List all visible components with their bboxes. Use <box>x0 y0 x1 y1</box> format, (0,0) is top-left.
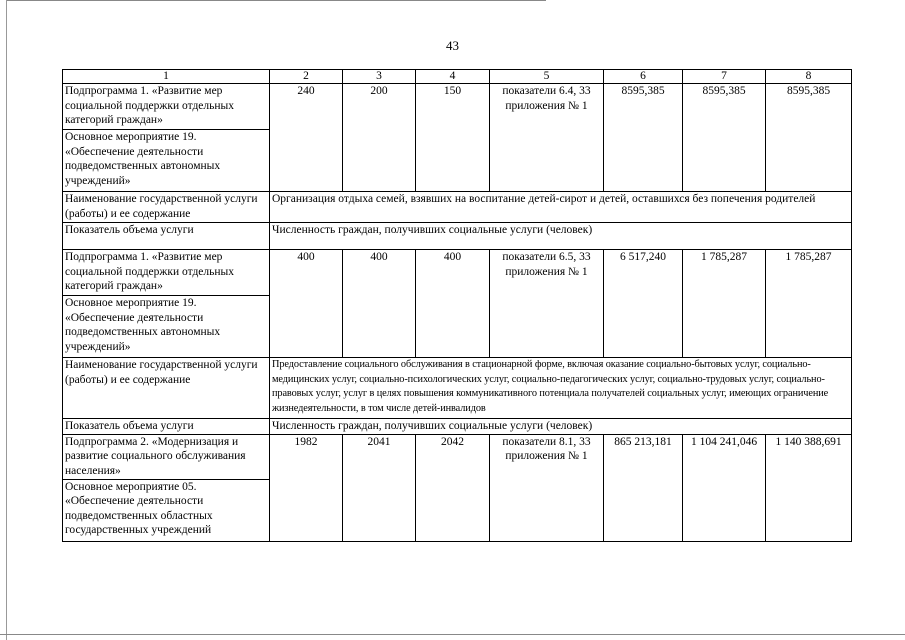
subprogram-cell: Подпрограмма 2. «Модернизация и развитие социального обслуживания населения» <box>63 434 270 479</box>
value-cell-7: 1 785,287 <box>683 250 766 358</box>
indicator-label-cell: Показатель объема услуги <box>63 223 270 250</box>
table-row <box>63 223 852 250</box>
program-table <box>62 69 852 542</box>
measure-cell: Основное мероприятие 05. «Обеспечение деятельности подведомственных областных государственных учреждений <box>63 479 270 541</box>
value-cell-4: 400 <box>416 250 490 358</box>
value-cell-8: 8595,385 <box>766 84 852 192</box>
header-cell-2: 2 <box>270 70 343 84</box>
value-cell-8: 1 785,287 <box>766 250 852 358</box>
value-cell-3: 2041 <box>343 434 416 541</box>
table-row <box>63 358 852 419</box>
value-cell-7: 1 104 241,046 <box>683 434 766 541</box>
value-cell-2: 240 <box>270 84 343 192</box>
header-row <box>63 70 852 84</box>
header-cell-3: 3 <box>343 70 416 84</box>
table-row <box>63 434 852 479</box>
table-row <box>63 419 852 435</box>
indicator-text-cell: Численность граждан, получивших социальные услуги (человек) <box>270 223 852 250</box>
service-label-cell: Наименование государственной услуги (работы) и ее содержание <box>63 192 270 223</box>
service-text-cell: Предоставление социального обслуживания в стационарной форме, включая оказание социально-бытовых услуг, социально-медицинских услуг, социально-психологических услуг, социально-педагогических услуг, социально-трудовых услуг, социально-правовых услуг, услуг в целях повышения коммуникативного потенциала получателей социальных услуг, имеющих ограничение жизнедеятельности, в том числе детей-инвалидов <box>270 358 852 419</box>
indicator-ref-cell: показатели 6.5, 33 приложения № 1 <box>490 250 604 358</box>
measure-cell: Основное мероприятие 19. «Обеспечение деятельности подведомственных автономных учреждений» <box>63 130 270 192</box>
table-row <box>63 192 852 223</box>
indicator-text-cell: Численность граждан, получивших социальные услуги (человек) <box>270 419 852 435</box>
indicator-ref-cell: показатели 8.1, 33 приложения № 1 <box>490 434 604 541</box>
subprogram-cell: Подпрограмма 1. «Развитие мер социальной поддержки отдельных категорий граждан» <box>63 250 270 296</box>
scan-bottom-edge <box>0 634 905 635</box>
header-cell-8: 8 <box>766 70 852 84</box>
value-cell-3: 400 <box>343 250 416 358</box>
indicator-label-cell: Показатель объема услуги <box>63 419 270 435</box>
service-text-cell: Организация отдыха семей, взявших на воспитание детей-сирот и детей, оставшихся без попечения родителей <box>270 192 852 223</box>
value-cell-6: 865 213,181 <box>604 434 683 541</box>
page-number: 43 <box>446 38 459 53</box>
header-cell-4: 4 <box>416 70 490 84</box>
service-label-cell: Наименование государственной услуги (работы) и ее содержание <box>63 358 270 419</box>
value-cell-6: 8595,385 <box>604 84 683 192</box>
value-cell-4: 2042 <box>416 434 490 541</box>
subprogram-cell: Подпрограмма 1. «Развитие мер социальной поддержки отдельных категорий граждан» <box>63 84 270 130</box>
header-cell-1: 1 <box>63 70 270 84</box>
measure-cell: Основное мероприятие 19. «Обеспечение деятельности подведомственных автономных учреждений» <box>63 296 270 358</box>
header-cell-6: 6 <box>604 70 683 84</box>
value-cell-7: 8595,385 <box>683 84 766 192</box>
value-cell-6: 6 517,240 <box>604 250 683 358</box>
header-cell-7: 7 <box>683 70 766 84</box>
table-row <box>63 84 852 130</box>
value-cell-4: 150 <box>416 84 490 192</box>
value-cell-2: 1982 <box>270 434 343 541</box>
indicator-ref-cell: показатели 6.4, 33 приложения № 1 <box>490 84 604 192</box>
value-cell-8: 1 140 388,691 <box>766 434 852 541</box>
value-cell-2: 400 <box>270 250 343 358</box>
scan-top-edge <box>6 0 546 1</box>
scan-left-edge <box>6 0 7 640</box>
header-cell-5: 5 <box>490 70 604 84</box>
table-row <box>63 250 852 296</box>
value-cell-3: 200 <box>343 84 416 192</box>
